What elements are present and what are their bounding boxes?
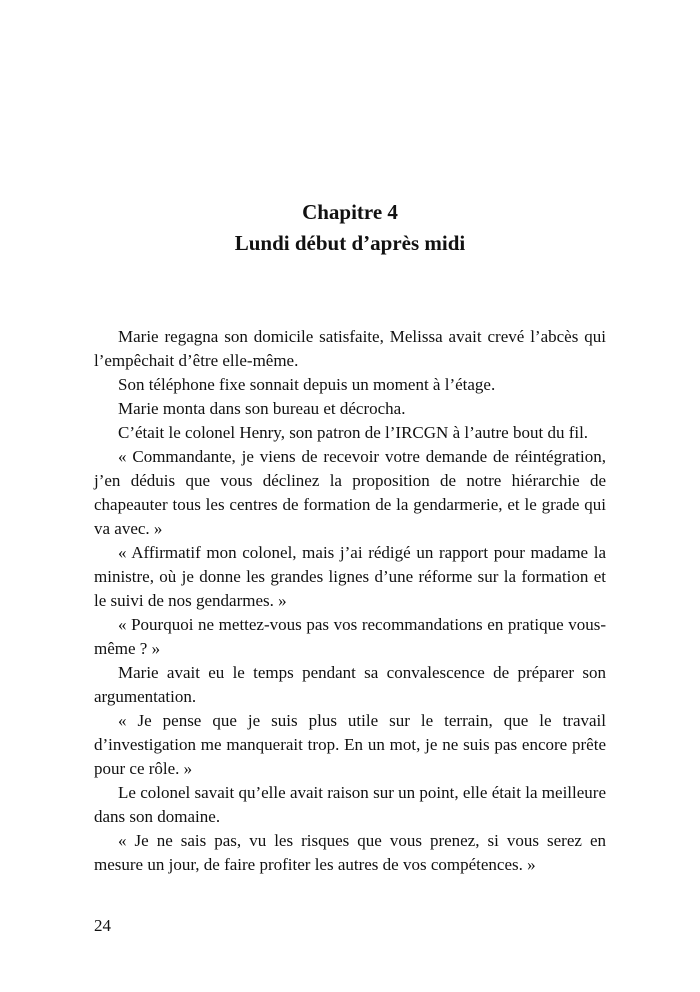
- chapter-body: [94, 325, 606, 877]
- paragraph: C’était le colonel Henry, son patron de l’IRCGN à l’autre bout du fil.: [118, 423, 589, 442]
- paragraph: Le colonel savait qu’elle avait raison sur un point, elle était la meilleure dans son domaine.: [94, 783, 606, 826]
- chapter-title: Lundi début d’après midi: [234, 231, 466, 255]
- page-number: 24: [94, 916, 111, 935]
- paragraph: Marie monta dans son bureau et décrocha.: [118, 399, 406, 418]
- paragraph: Marie avait eu le temps pendant sa convalescence de préparer son argumentation.: [94, 663, 606, 706]
- paragraph: Son téléphone fixe sonnait depuis un moment à l’étage.: [118, 375, 496, 394]
- chapter-heading: [0, 197, 700, 259]
- paragraph: « Commandante, je viens de recevoir votre demande de réintégration, j’en déduis que vous déclinez la proposition de notre hiérarchie de chapeauter tous les centres de formation de la gendarmerie, et le grade qui va avec. »: [94, 447, 606, 538]
- paragraph: « Pourquoi ne mettez-vous pas vos recommandations en pratique vous-même ? »: [94, 615, 606, 658]
- chapter-number: Chapitre 4: [302, 200, 398, 224]
- paragraph: « Je ne sais pas, vu les risques que vous prenez, si vous serez en mesure un jour, de faire profiter les autres de vos compétences. »: [94, 831, 606, 874]
- paragraph: « Je pense que je suis plus utile sur le terrain, que le travail d’investigation me manquerait trop. En un mot, je ne suis pas encore prête pour ce rôle. »: [94, 711, 606, 778]
- paragraph: « Affirmatif mon colonel, mais j’ai rédigé un rapport pour madame la ministre, où je donne les grandes lignes d’une réforme sur la formation et le suivi de nos gendarmes. »: [94, 543, 606, 610]
- paragraph: Marie regagna son domicile satisfaite, Melissa avait crevé l’abcès qui l’empêchait d’être elle-même.: [94, 327, 606, 370]
